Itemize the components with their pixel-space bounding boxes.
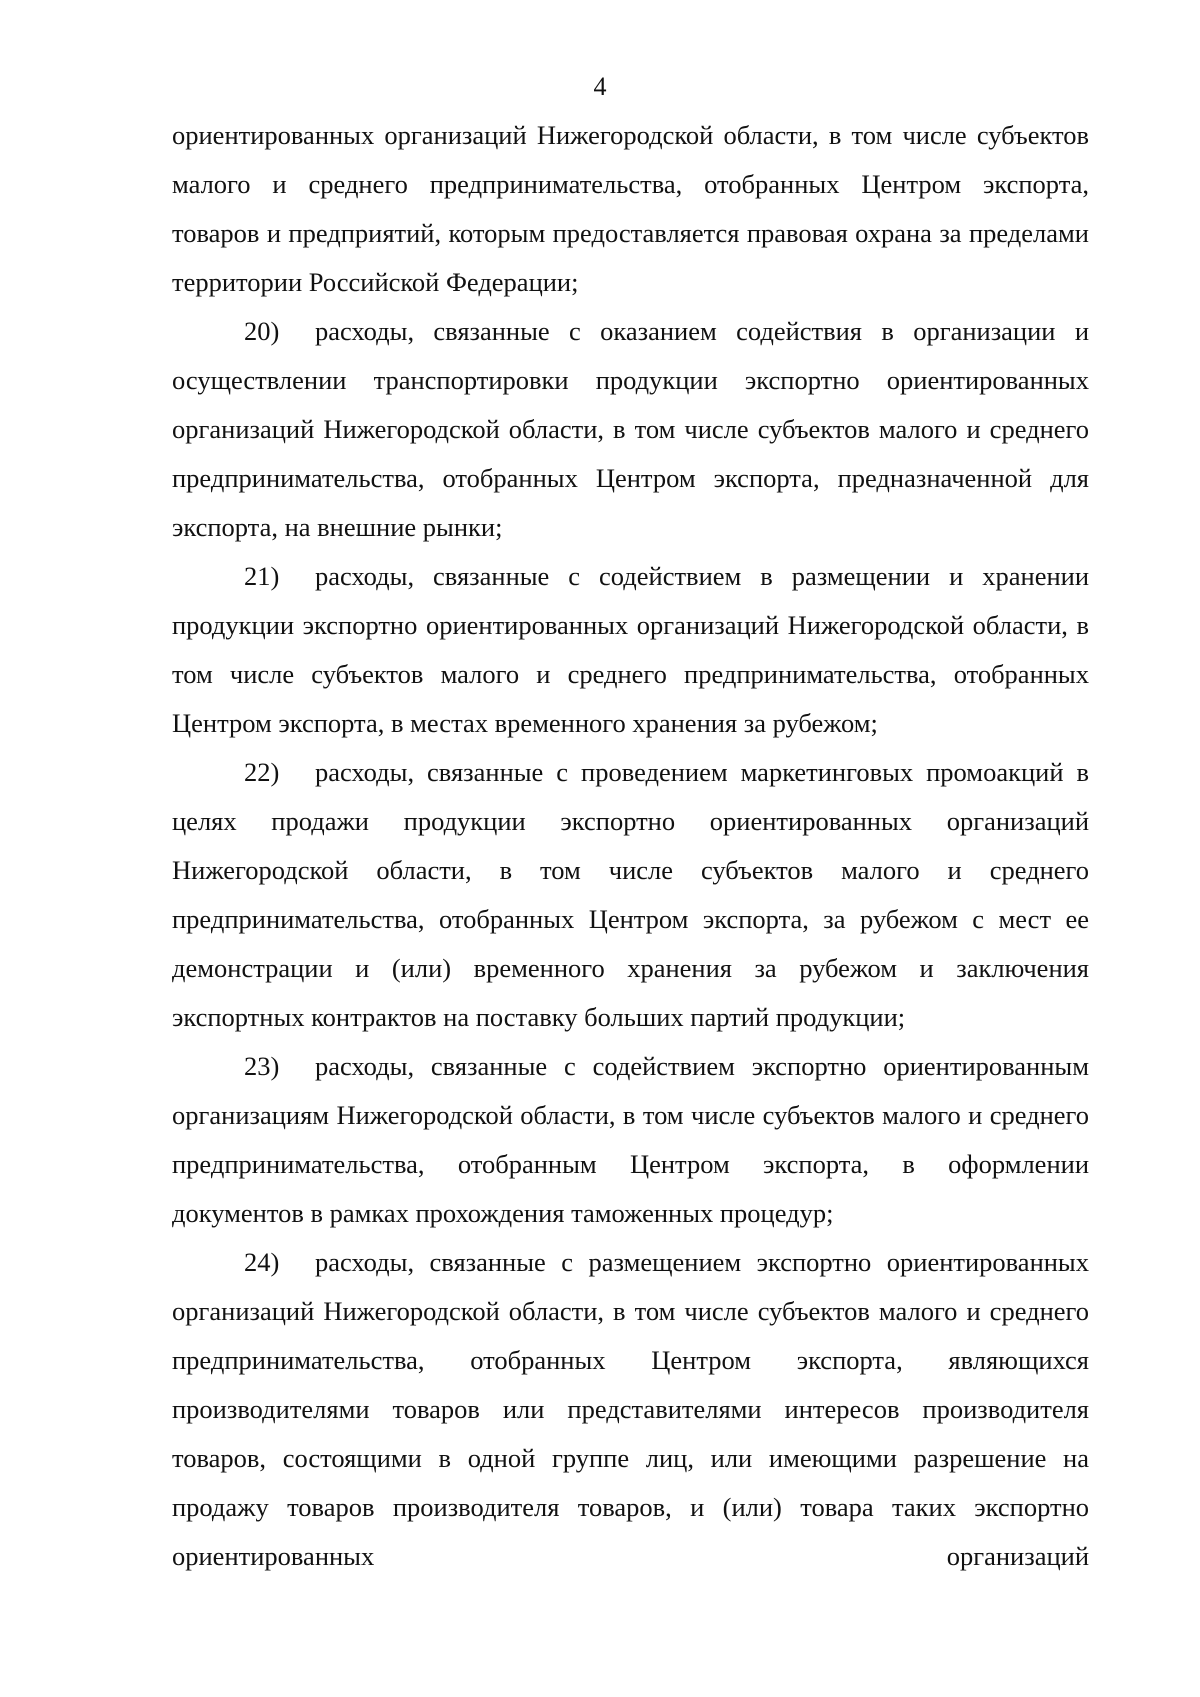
paragraph-number: 22) [244,757,280,787]
paragraph-number: 24) [244,1247,280,1277]
paragraph-text: расходы, связанные с размещением экспортно ориентированных организаций Нижегородской области, в том числе субъектов малого и среднего предпринимательства, отобранных Центром экспорта, являющихся производителями товаров или представителями интересов производителя товаров, состоящими в одной группе лиц, или имеющими разрешение на продажу товаров производителя товаров, и (или) товара таких экспортно ориентированных организаций [172,1247,1089,1571]
paragraph-text: ориентированных организаций Нижегородской области, в том числе субъектов малого и среднего предпринимательства, отобранных Центром экспорта, товаров и предприятий, которым предоставляется правовая охрана за пределами территории Российской Федерации; [172,120,1089,297]
paragraph-text: расходы, связанные с содействием в размещении и хранении продукции экспортно ориентированных организаций Нижегородской области, в том числе субъектов малого и среднего предпринимательства, отобранных Центром экспорта, в местах временного хранения за рубежом; [172,561,1089,738]
paragraph-text: расходы, связанные с оказанием содействия в организации и осуществлении транспортировки продукции экспортно ориентированных организаций Нижегородской области, в том числе субъектов малого и среднего предпринимательства, отобранных Центром экспорта, предназначенной для экспорта, на внешние рынки; [172,316,1089,542]
paragraph-number: 21) [244,561,280,591]
paragraph-number: 23) [244,1051,280,1081]
paragraph-19-continuation [172,111,1089,307]
paragraph-24 [172,1238,1089,1581]
paragraph-22 [172,748,1089,1042]
paragraph-21 [172,552,1089,748]
document-body [172,111,1089,1581]
paragraph-23 [172,1042,1089,1238]
page-number: 4 [593,72,607,101]
paragraph-20 [172,307,1089,552]
paragraph-text: расходы, связанные с содействием экспортно ориентированным организациям Нижегородской области, в том числе субъектов малого и среднего предпринимательства, отобранным Центром экспорта, в оформлении документов в рамках прохождения таможенных процедур; [172,1051,1089,1228]
paragraph-text: расходы, связанные с проведением маркетинговых промоакций в целях продажи продукции экспортно ориентированных организаций Нижегородской области, в том числе субъектов малого и среднего предпринимательства, отобранных Центром экспорта, за рубежом с мест ее демонстрации и (или) временного хранения за рубежом и заключения экспортных контрактов на поставку больших партий продукции; [172,757,1089,1032]
paragraph-number: 20) [244,316,280,346]
